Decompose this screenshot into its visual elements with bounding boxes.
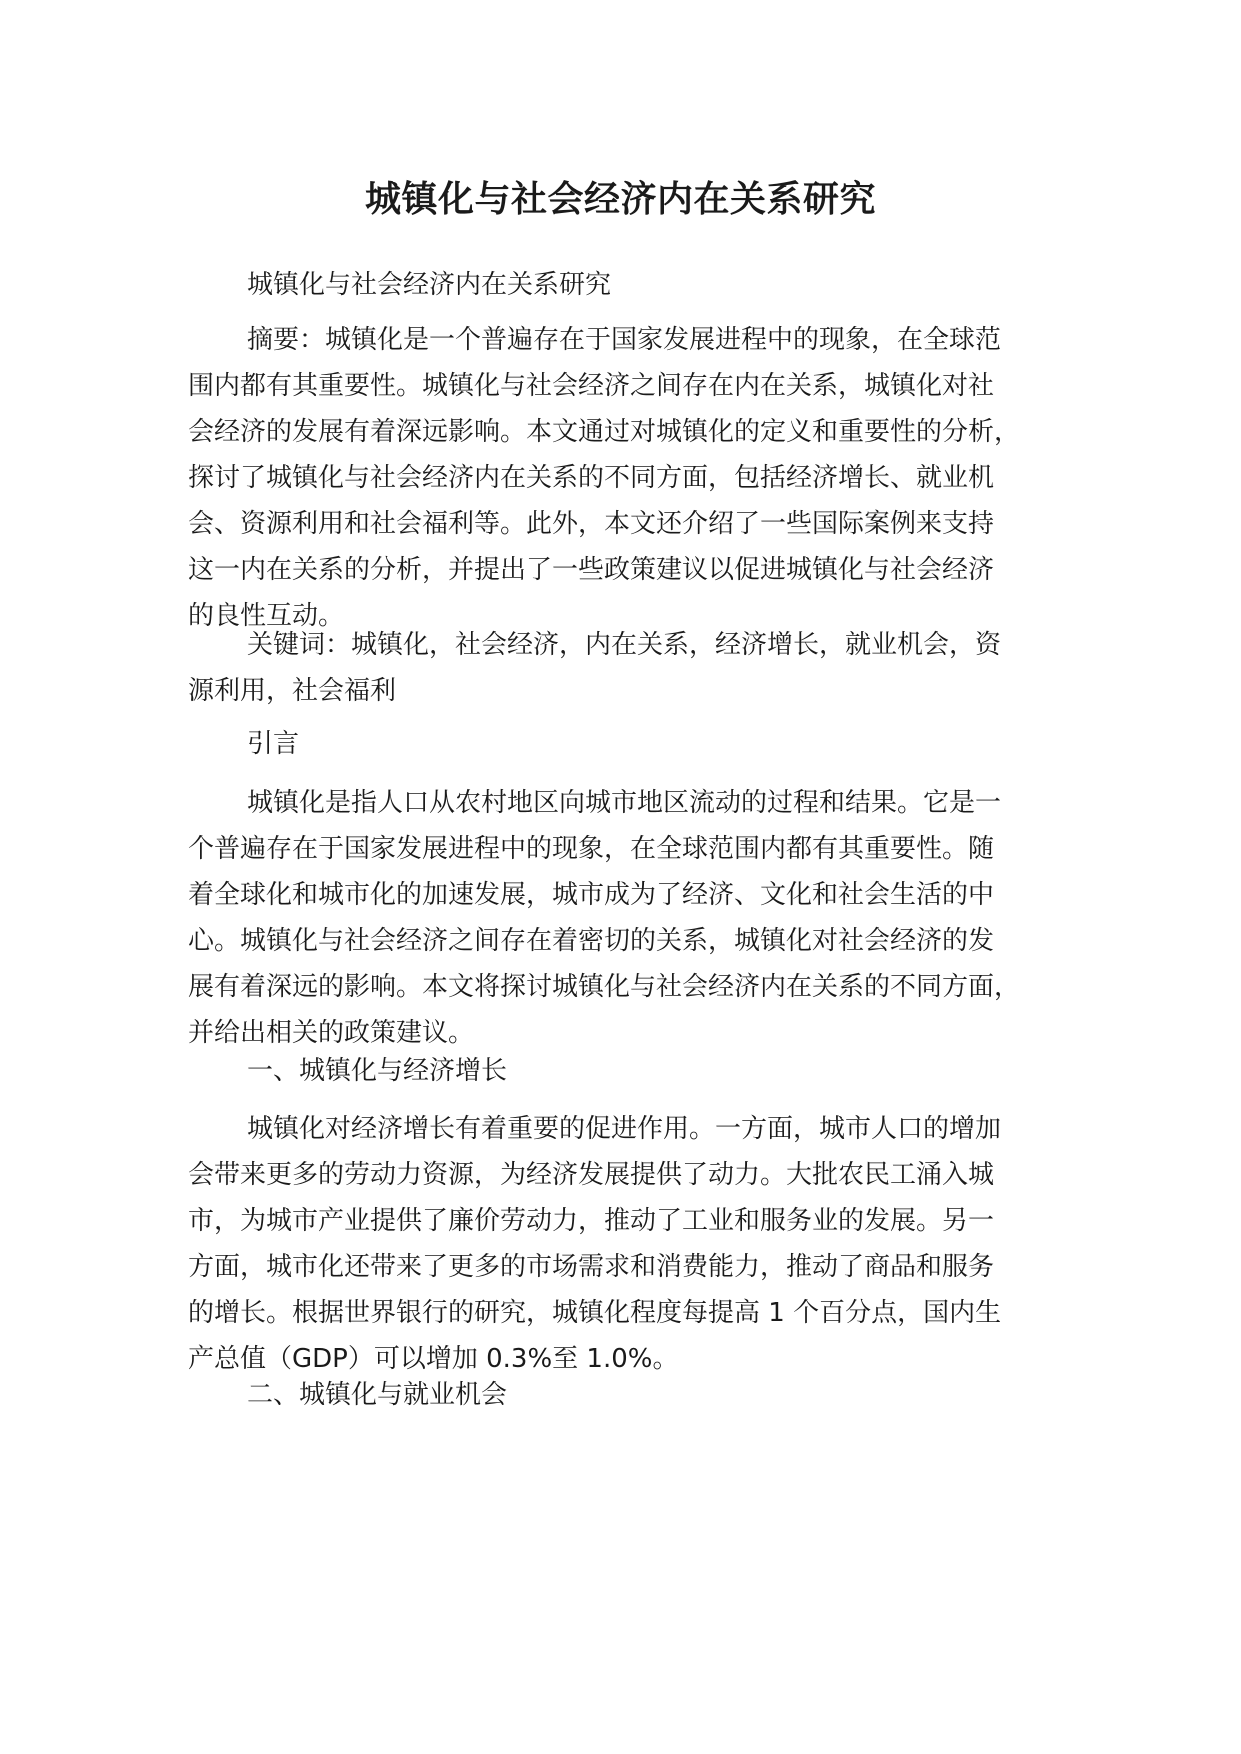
abstract-line: 围内都有其重要性。城镇化与社会经济之间存在内在关系，城镇化对社 [188,371,995,401]
subtitle-line: 城镇化与社会经济内在关系研究 [247,270,612,300]
section1-line: 会带来更多的劳动力资源，为经济发展提供了动力。大批农民工涌入城 [188,1160,995,1190]
abstract-line: 探讨了城镇化与社会经济内在关系的不同方面，包括经济增长、就业机 [188,463,995,493]
abstract-line: 会经济的发展有着深远影响。本文通过对城镇化的定义和重要性的分析， [188,417,1021,447]
abstract-line: 的良性互动。 [188,601,345,631]
section1-line: 产总值（GDP）可以增加 0.3%至 1.0%。 [188,1344,679,1374]
section1-line: 市，为城市产业提供了廉价劳动力，推动了工业和服务业的发展。另一 [188,1206,995,1236]
intro-line: 展有着深远的影响。本文将探讨城镇化与社会经济内在关系的不同方面， [188,972,1021,1002]
intro-line: 并给出相关的政策建议。 [188,1018,475,1048]
section1-line: 方面，城市化还带来了更多的市场需求和消费能力，推动了商品和服务 [188,1252,995,1282]
intro-heading [188,721,1078,767]
intro-line: 城镇化是指人口从农村地区向城市地区流动的过程和结果。它是一 [247,788,1002,818]
section1-heading-text: 一、城镇化与经济增长 [247,1056,508,1086]
abstract-paragraph [188,317,1078,639]
keywords-line: 关键词：城镇化，社会经济，内在关系，经济增长，就业机会，资 [247,630,1002,660]
section2-heading-text: 二、城镇化与就业机会 [247,1380,508,1410]
intro-line: 心。城镇化与社会经济之间存在着密切的关系，城镇化对社会经济的发 [188,926,995,956]
section1-heading [188,1048,1078,1094]
keywords-line: 源利用，社会福利 [188,676,397,706]
intro-line: 个普遍存在于国家发展进程中的现象，在全球范围内都有其重要性。随 [188,834,995,864]
intro-line: 着全球化和城市化的加速发展，城市成为了经济、文化和社会生活的中 [188,880,995,910]
section1-line: 城镇化对经济增长有着重要的促进作用。一方面，城市人口的增加 [247,1114,1002,1144]
intro-heading-text: 引言 [247,729,300,759]
abstract-line: 这一内在关系的分析，并提出了一些政策建议以促进城镇化与社会经济 [188,555,995,585]
abstract-line: 会、资源利用和社会福利等。此外，本文还介绍了一些国际案例来支持 [188,509,995,539]
keywords-paragraph [188,622,1078,714]
section1-paragraph [188,1106,1078,1382]
abstract-line: 摘要：城镇化是一个普遍存在于国家发展进程中的现象，在全球范 [247,325,1002,355]
intro-paragraph [188,780,1078,1056]
section1-line: 的增长。根据世界银行的研究，城镇化程度每提高 1 个百分点，国内生 [188,1298,1002,1328]
document-title: 城镇化与社会经济内在关系研究 [364,179,876,220]
subtitle-paragraph [188,262,1078,308]
section2-heading [188,1372,1078,1418]
